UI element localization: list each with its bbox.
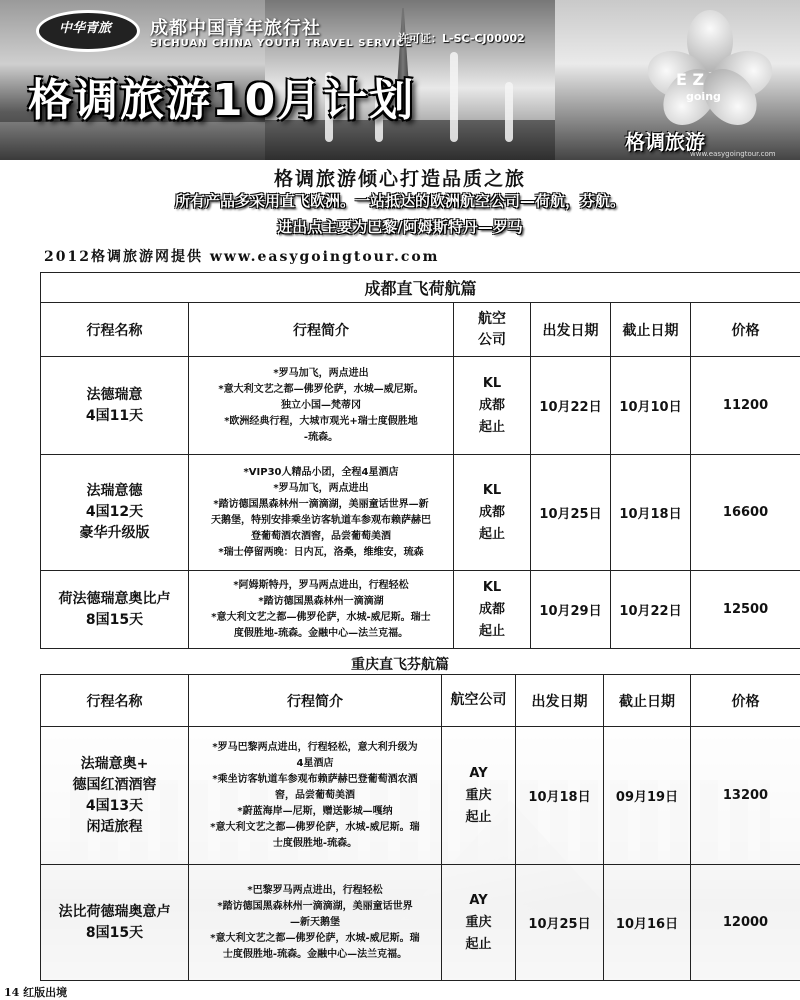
tour-name-line: 8国15天: [85, 924, 144, 941]
flower-logo-icon: [655, 10, 765, 120]
tour-depart: 10月22日: [531, 357, 611, 455]
col-header-deadline: 截止日期: [611, 303, 691, 357]
tour-deadline: 10月18日: [611, 455, 691, 571]
fountain-jet: [450, 52, 458, 142]
tour-description-line: *罗马巴黎两点进出，行程轻松，意大利升级为: [212, 741, 418, 753]
tour-airline-line: 成都: [478, 397, 505, 413]
tour-price: 12000: [691, 865, 800, 981]
brand-website: www.easygoingtour.com: [690, 150, 776, 158]
provider-line: 2012格调旅游网提供 www.easygoingtour.com: [44, 249, 440, 265]
finnair-tours-table: [40, 674, 800, 981]
tour-price: 12500: [691, 571, 800, 649]
col-header-depart: 出发日期: [531, 303, 611, 357]
tour-description-line: 独立小国—梵蒂冈: [281, 399, 361, 411]
tour-depart: 10月25日: [516, 865, 604, 981]
tour-description-line: *意大利文艺之都—佛罗伦萨，水城-威尼斯。瑞: [210, 932, 420, 944]
section-title: 成都直飞荷航篇: [41, 273, 800, 303]
intro-airlines: 所有产品多采用直飞欧洲。一站抵达的欧洲航空公司—荷航，芬航。: [174, 192, 625, 210]
tour-price: 16600: [691, 455, 800, 571]
tour-name-line: 法瑞意德: [86, 483, 143, 499]
tour-depart: 10月18日: [516, 727, 604, 865]
tour-name: [41, 727, 189, 865]
tour-description-line: *巴黎罗马两点进出，行程轻松: [247, 884, 383, 896]
tour-description: [189, 865, 442, 981]
col-header-deadline: 截止日期: [604, 675, 691, 727]
tour-description-line: 天鹅堡，特别安排乘坐访客轨道车参观布赖萨赫巴: [211, 514, 431, 526]
tour-airline-line: 重庆: [465, 914, 492, 930]
tour-name: [41, 357, 189, 455]
tour-airline-line: 起止: [478, 419, 505, 435]
tour-name-line: 荷法德瑞意奥比卢: [58, 590, 171, 607]
going-logo-text: going: [686, 90, 721, 103]
tour-description-line: *阿姆斯特丹，罗马两点进出，行程轻松: [233, 579, 409, 591]
fountain-jet: [505, 82, 513, 142]
tour-description-line: 4星酒店: [296, 757, 334, 769]
tour-airline-line: 成都: [478, 504, 505, 520]
tour-description-line: *意大利文艺之都—佛罗伦萨，水城-威尼斯。瑞: [210, 821, 420, 833]
tour-name: [41, 455, 189, 571]
tour-row: [41, 357, 800, 455]
tour-airline-line: KL: [482, 375, 502, 391]
tour-airline-line: 起止: [478, 526, 505, 542]
tour-depart: 10月29日: [531, 571, 611, 649]
tour-name-line: 豪华升级版: [79, 525, 150, 541]
tour-description: [189, 455, 454, 571]
col-header-price: 价格: [691, 675, 800, 727]
tour-description-line: 士度假胜地-琉森。: [272, 837, 358, 849]
page-title: 格调旅游10月计划: [28, 75, 416, 126]
tour-description-line: *欧洲经典行程，大城市观光+瑞士度假胜地: [224, 415, 418, 427]
tour-airline: [454, 571, 531, 649]
tour-row: [41, 455, 800, 571]
tour-row: [41, 865, 800, 981]
klm-tours-table: [40, 272, 800, 649]
tour-description: [189, 357, 454, 455]
tour-name-line: 4国12天: [85, 504, 144, 520]
page-footer: 14 红版出境: [4, 986, 68, 999]
tour-description-line: *乘坐访客轨道车参观布赖萨赫巴登葡萄酒农酒: [212, 773, 418, 785]
tour-airline: [442, 727, 516, 865]
tour-name-line: 4国13天: [85, 797, 144, 814]
intro-headline: 格调旅游倾心打造品质之旅: [273, 168, 526, 190]
tour-description-line: *意大利文艺之都—佛罗伦萨，水城—威尼斯。: [218, 383, 424, 395]
tour-deadline: 10月16日: [604, 865, 691, 981]
tour-airline: [454, 455, 531, 571]
tour-airline-line: 起止: [478, 623, 505, 639]
tour-row: [41, 727, 800, 865]
tour-description-line: *踏访德国黑森林州一滴滴湖: [258, 595, 384, 607]
tour-airline-line: 重庆: [465, 787, 492, 803]
tour-airline-line: 起止: [465, 809, 492, 825]
col-header-airline: 航空公司: [442, 675, 516, 727]
tour-name-line: 闲适旅程: [86, 818, 143, 835]
col-header-depart: 出发日期: [516, 675, 604, 727]
col-header-airline: 航空公司: [454, 303, 531, 357]
tour-airline-line: AY: [469, 765, 488, 781]
tour-name-line: 法德瑞意: [86, 386, 143, 403]
brand-name: 格调旅游: [625, 130, 705, 154]
tour-price: 13200: [691, 727, 800, 865]
tour-deadline: 10月10日: [611, 357, 691, 455]
tour-name-line: 法瑞意奥+: [80, 755, 149, 772]
tour-deadline: 10月22日: [611, 571, 691, 649]
tour-description-line: —新天鹅堡: [290, 916, 340, 928]
tour-row: [41, 571, 800, 649]
tour-description-line: *罗马加飞，两点进出: [273, 482, 369, 494]
company-name-cn: 成都中国青年旅行社: [150, 18, 321, 39]
tour-name-line: 8国15天: [85, 611, 144, 628]
tour-description-line: 窖，品尝葡萄美酒: [275, 789, 355, 801]
tour-airline: [442, 865, 516, 981]
license-number: 许可证：L-SC-CJ00002: [398, 32, 525, 45]
tour-name: [41, 865, 189, 981]
logo-text: 中华青旅: [58, 21, 111, 36]
col-header-name: 行程名称: [41, 675, 189, 727]
tour-description-line: *瑞士停留两晚：日内瓦，洛桑，维维安，琉森: [218, 546, 424, 558]
tour-description-line: 登葡萄酒农酒窖，品尝葡萄美酒: [251, 530, 391, 542]
tour-description-line: 士度假胜地-琉森。金融中心—法兰克福。: [222, 948, 408, 960]
tour-name-line: 德国红酒酒窖: [72, 776, 157, 793]
col-header-name: 行程名称: [41, 303, 189, 357]
tour-description-line: *VIP30人精品小团，全程4星酒店: [243, 466, 399, 478]
tour-description-line: *意大利文艺之都—佛罗伦萨，水城-威尼斯。瑞士: [211, 611, 431, 623]
tour-description-line: 度假胜地-琉森。金融中心—法兰克福。: [233, 627, 409, 639]
tour-description: [189, 571, 454, 649]
col-header-desc: 行程简介: [189, 675, 442, 727]
tour-description-line: *踏访德国黑森林州一滴滴湖，美丽童话世界: [217, 900, 413, 912]
tour-price: 11200: [691, 357, 800, 455]
tour-description: [189, 727, 442, 865]
tour-depart: 10月25日: [531, 455, 611, 571]
tour-deadline: 09月19日: [604, 727, 691, 865]
tour-airline-line: KL: [482, 482, 502, 498]
tour-description-line: *罗马加飞，两点进出: [273, 367, 369, 379]
ez-logo-text: E Z: [676, 70, 705, 89]
intro-gateways: 进出点主要为巴黎/阿姆斯特丹—罗马: [277, 218, 523, 236]
tour-name-line: 4国11天: [85, 407, 144, 424]
tour-airline: [454, 357, 531, 455]
section2-title: 重庆直飞芬航篇: [351, 657, 449, 673]
tour-name: [41, 571, 189, 649]
tour-name-line: 法比荷德瑞奥意卢: [58, 903, 171, 920]
company-name-en: SICHUAN CHINA YOUTH TRAVEL SERVICE: [150, 38, 413, 49]
col-header-desc: 行程简介: [189, 303, 454, 357]
tour-airline-line: 起止: [465, 936, 492, 952]
tour-description-line: *蔚蓝海岸—尼斯，赠送影城—嘎纳: [237, 805, 393, 817]
header-banner: [0, 0, 800, 160]
tour-airline-line: KL: [482, 579, 502, 595]
tour-airline-line: AY: [469, 892, 488, 908]
tour-description-line: *踏访德国黑森林州一滴滴湖，美丽童话世界—新: [213, 498, 429, 510]
tour-airline-line: 成都: [478, 601, 505, 617]
tour-description-line: -琉森。: [303, 431, 339, 443]
col-header-price: 价格: [691, 303, 800, 357]
